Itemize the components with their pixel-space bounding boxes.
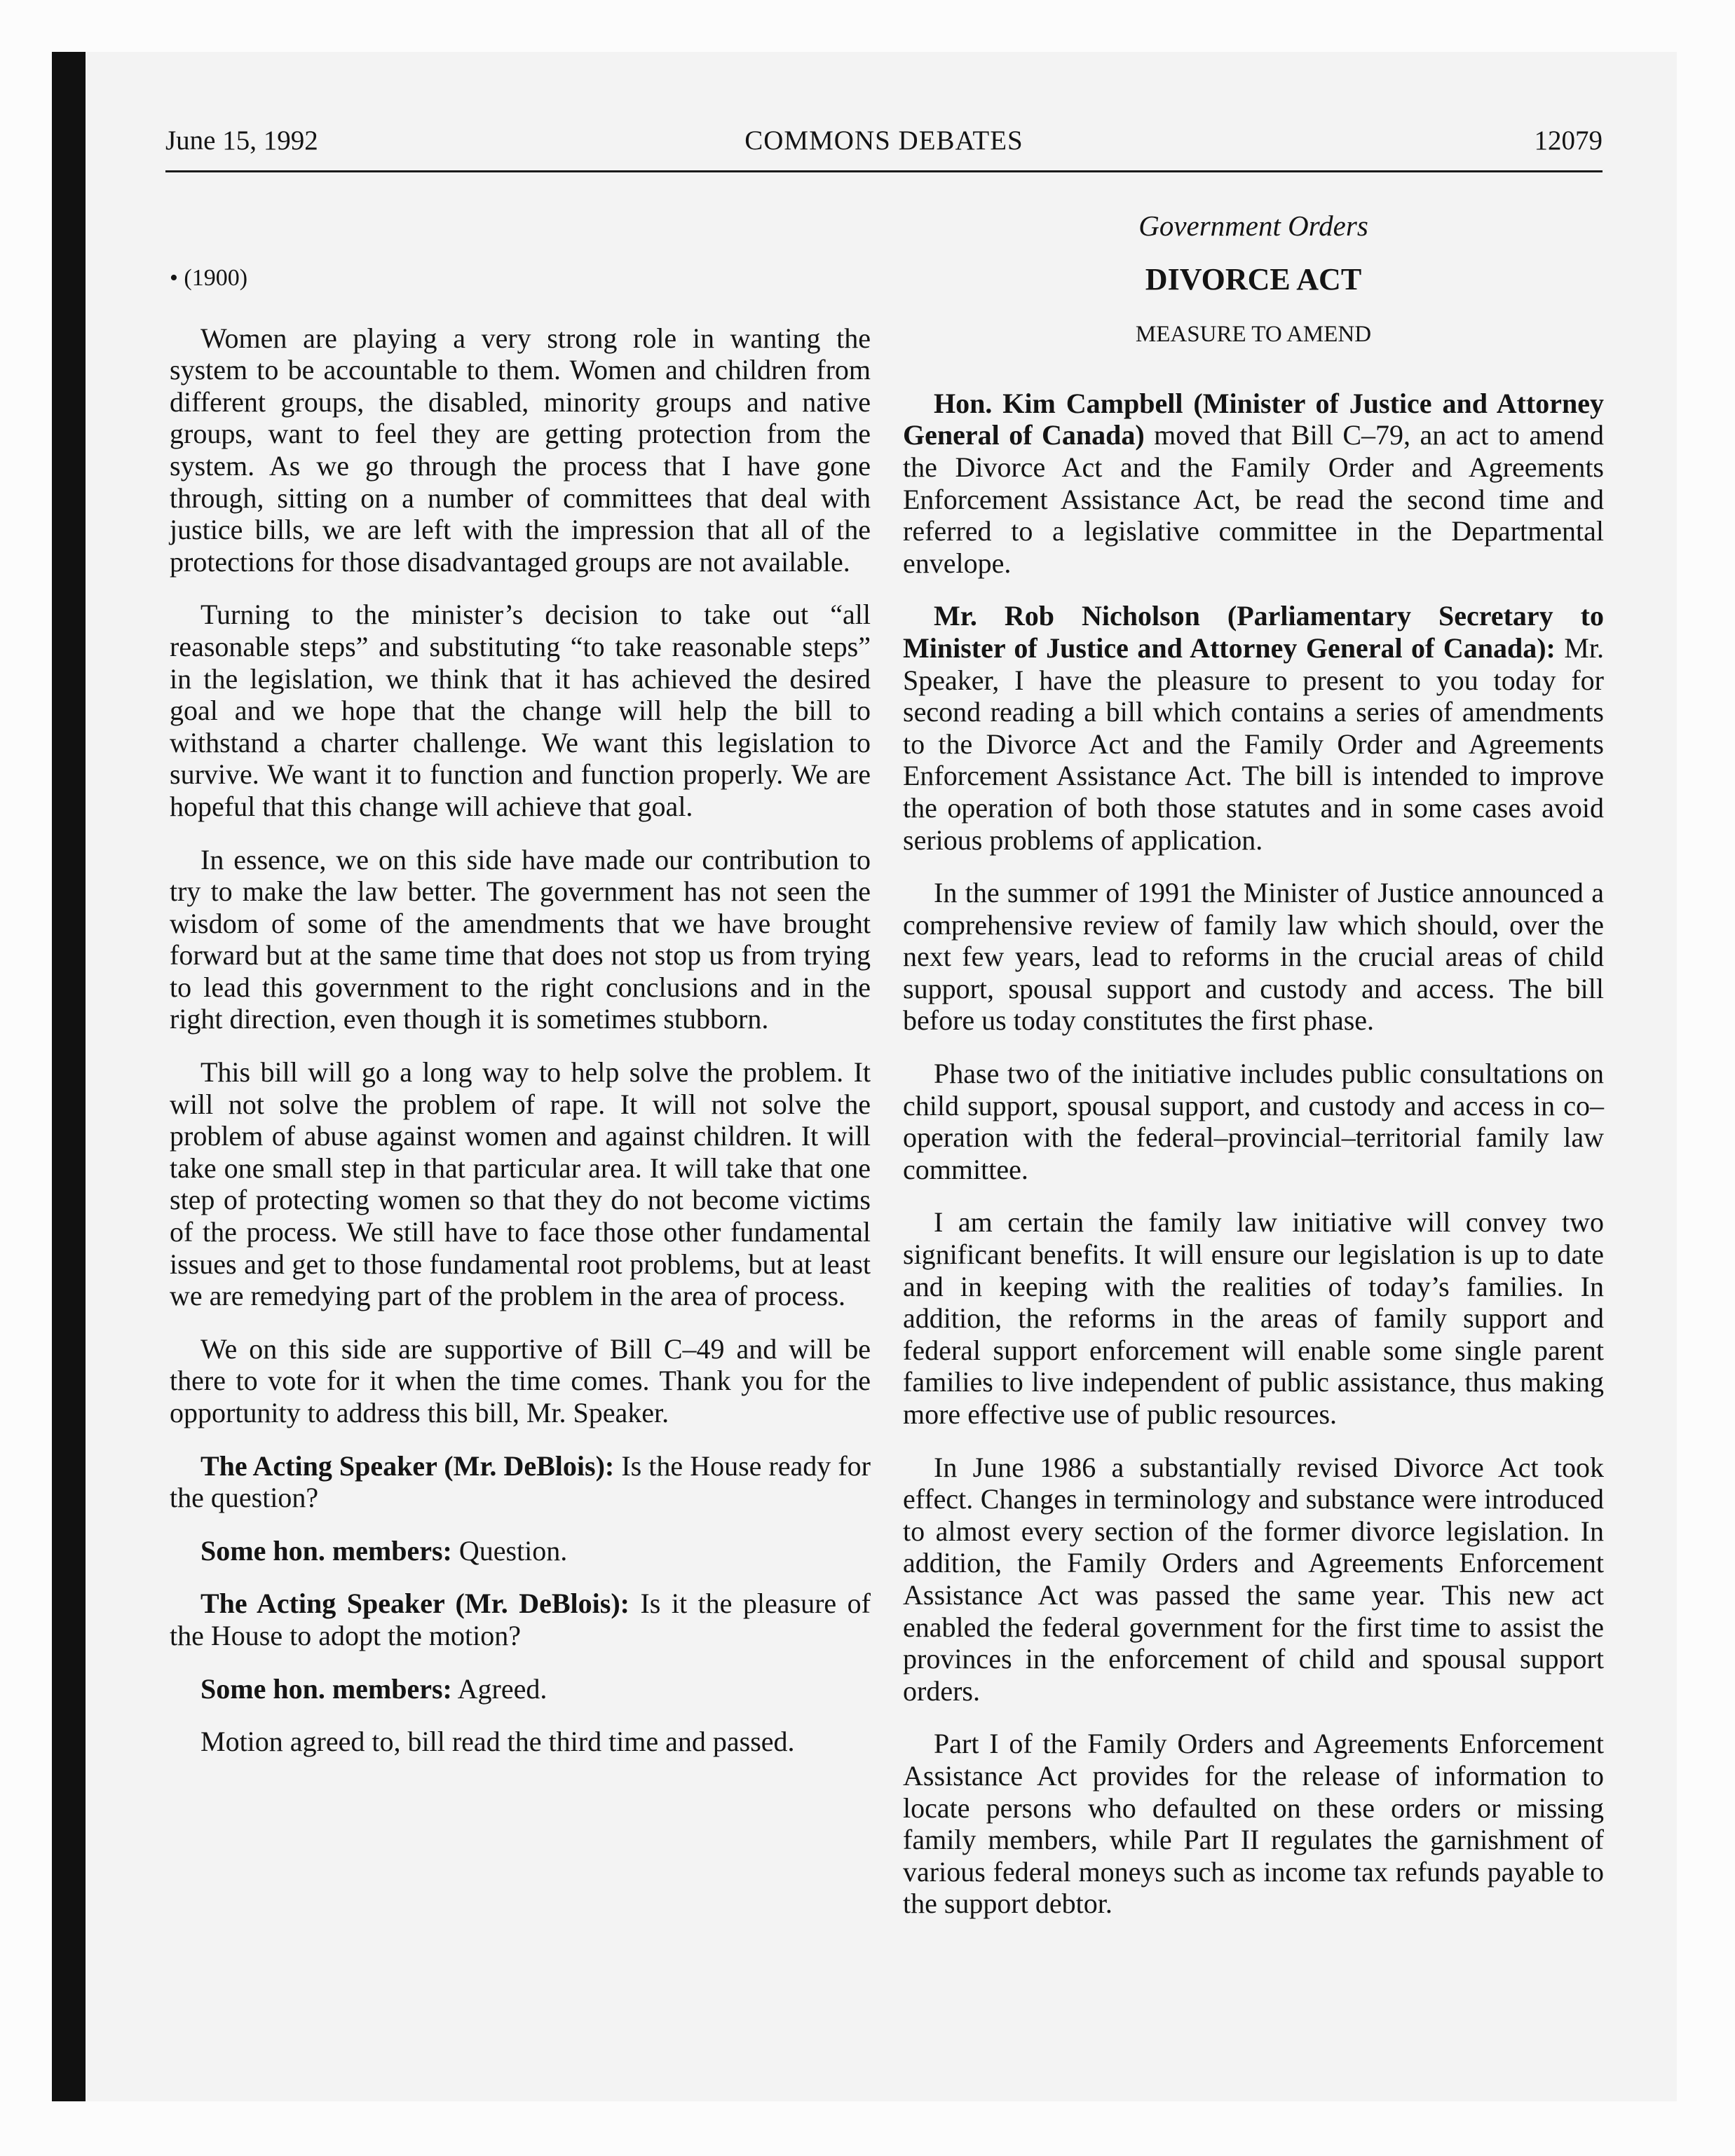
speaker-name: Some hon. members: (200, 1534, 452, 1567)
speech-text: moved that Bill C–79, an act to amend the Divorce Act and the Family Order and Agreements Enforcement Assistance Act, be read the second time and referred to a legislative committee in the Departmental envelope. (903, 419, 1604, 579)
speaker-name: Some hon. members: (200, 1672, 452, 1705)
paragraph: Phase two of the initiative includes public consultations on child support, spousal support, and custody and access in co–operation with the federal–provincial–territorial family law committee. (903, 1058, 1604, 1185)
section-subtitle: MEASURE TO AMEND (1135, 322, 1372, 348)
speaker-paragraph (170, 1450, 871, 1514)
speaker-name: Hon. Kim Campbell (Minister of Justice and Attorney General of Canada) (903, 387, 1604, 451)
speaker-paragraph (170, 1673, 871, 1705)
header-journal-title: COMMONS DEBATES (744, 125, 1023, 156)
paragraph: Turning to the minister’s decision to take out “all reasonable steps” and substituting “to take reasonable steps” in the legislation, we think that it has achieved the desired goal and we hope that the change will help the bill to withstand a charter challenge. We want this legislation to survive. We want it to function and function properly. We are hopeful that this change will achieve that goal. (170, 599, 871, 822)
paragraph: Part I of the Family Orders and Agreements Enforcement Assistance Act provides for the release of information to locate persons who defaulted on these orders or missing family members, while Part II regulates the garnishment of various federal moneys such as income tax refunds payable to the support debtor. (903, 1728, 1604, 1920)
speech-text: Agreed. (451, 1672, 547, 1705)
paragraph: In the summer of 1991 the Minister of Justice announced a comprehensive review of family law which should, over the next few years, lead to reforms in the crucial areas of child support, spousal support and custody and access. The bill before us today constitutes the first phase. (903, 877, 1604, 1037)
right-column (903, 210, 1604, 1941)
motion-result: Motion agreed to, bill read the third time and passed. (200, 1726, 795, 1758)
paragraph: This bill will go a long way to help solve the problem. It will not solve the problem of rape. It will not solve the problem of abuse against women and against children. It will take one small step in that particular area. It will take that one step of protecting women so that they do not become victims of the process. We still have to face those other fundamental issues and get to those fundamental root problems, but at least we are remedying part of the problem in the area of process. (170, 1056, 871, 1312)
speech-text: Is it the pleasure of the House to adopt the motion? (170, 1588, 871, 1651)
paragraph: We on this side are supportive of Bill C–49 and will be there to vote for it when the time comes. Thank you for the opportunity to address this bill, Mr. Speaker. (170, 1332, 871, 1428)
speaker-paragraph (170, 1588, 871, 1651)
page-header (165, 125, 1603, 170)
speech-text: Question. (451, 1534, 568, 1567)
header-page-number: 12079 (1534, 125, 1603, 156)
speaker-paragraph (903, 600, 1604, 856)
paragraph: I am certain the family law initiative will convey two significant benefits. It will ensure our legislation is up to date and in keeping with the realities of today’s families. In addition, the reforms in the areas of family support and federal support enforcement will enable some single parent families to live independent of public assistance, thus making more effective use of public resources. (903, 1206, 1604, 1430)
paragraph: Women are playing a very strong role in wanting the system to be accountable to them. Women and children from different groups, the disabled, minority groups and native groups, want to feel they are getting protection from the system. As we go through the process that I have gone through, sitting on a number of committees that deal with justice bills, we are left with the impression that all of the protections for those disadvantaged groups are not available. (170, 322, 871, 578)
section-title: DIVORCE ACT (1145, 261, 1362, 296)
speech-text: Mr. Speaker, I have the pleasure to present to you today for second reading a bill which contains a series of amendments to the Divorce Act and the Family Order and Agreements Enforcement Assistance Act. The bill is intended to improve the operation of both those statutes and in some cases avoid serious problems of application. (903, 632, 1604, 856)
speaker-paragraph (170, 1535, 871, 1567)
speaker-paragraph (903, 388, 1604, 580)
paragraph: In essence, we on this side have made our contribution to try to make the law better. The government has not seen the wisdom of some of the amendments that we have brought forward but at the same time that does not stop us from trying to lead this government to the right conclusions and in the right direction, even though it is sometimes stubborn. (170, 843, 871, 1035)
speaker-name: The Acting Speaker (Mr. DeBlois): (200, 1449, 615, 1482)
speaker-name: The Acting Speaker (Mr. DeBlois): (200, 1588, 630, 1620)
left-column (170, 262, 871, 1779)
scan-edge-bar (52, 52, 86, 2101)
paragraph: In June 1986 a substantially revised Divorce Act took effect. Changes in terminology and substance were introduced to almost every section of the former divorce legislation. In addition, the Family Orders and Agreements Enforcement Assistance Act was passed the same year. This new act enabled the federal government for the first time to assist the provinces in the enforcement of child and spousal support orders. (903, 1451, 1604, 1707)
speaker-name: Mr. Rob Nicholson (Parliamentary Secretary to Minister of Justice and Attorney General of Canada): (903, 600, 1604, 664)
time-marker: • (1900) (170, 265, 248, 291)
header-date: June 15, 1992 (165, 125, 318, 156)
speech-text: Is the House ready for the question? (170, 1449, 871, 1514)
section-label: Government Orders (1138, 210, 1368, 242)
header-rule (165, 170, 1603, 172)
